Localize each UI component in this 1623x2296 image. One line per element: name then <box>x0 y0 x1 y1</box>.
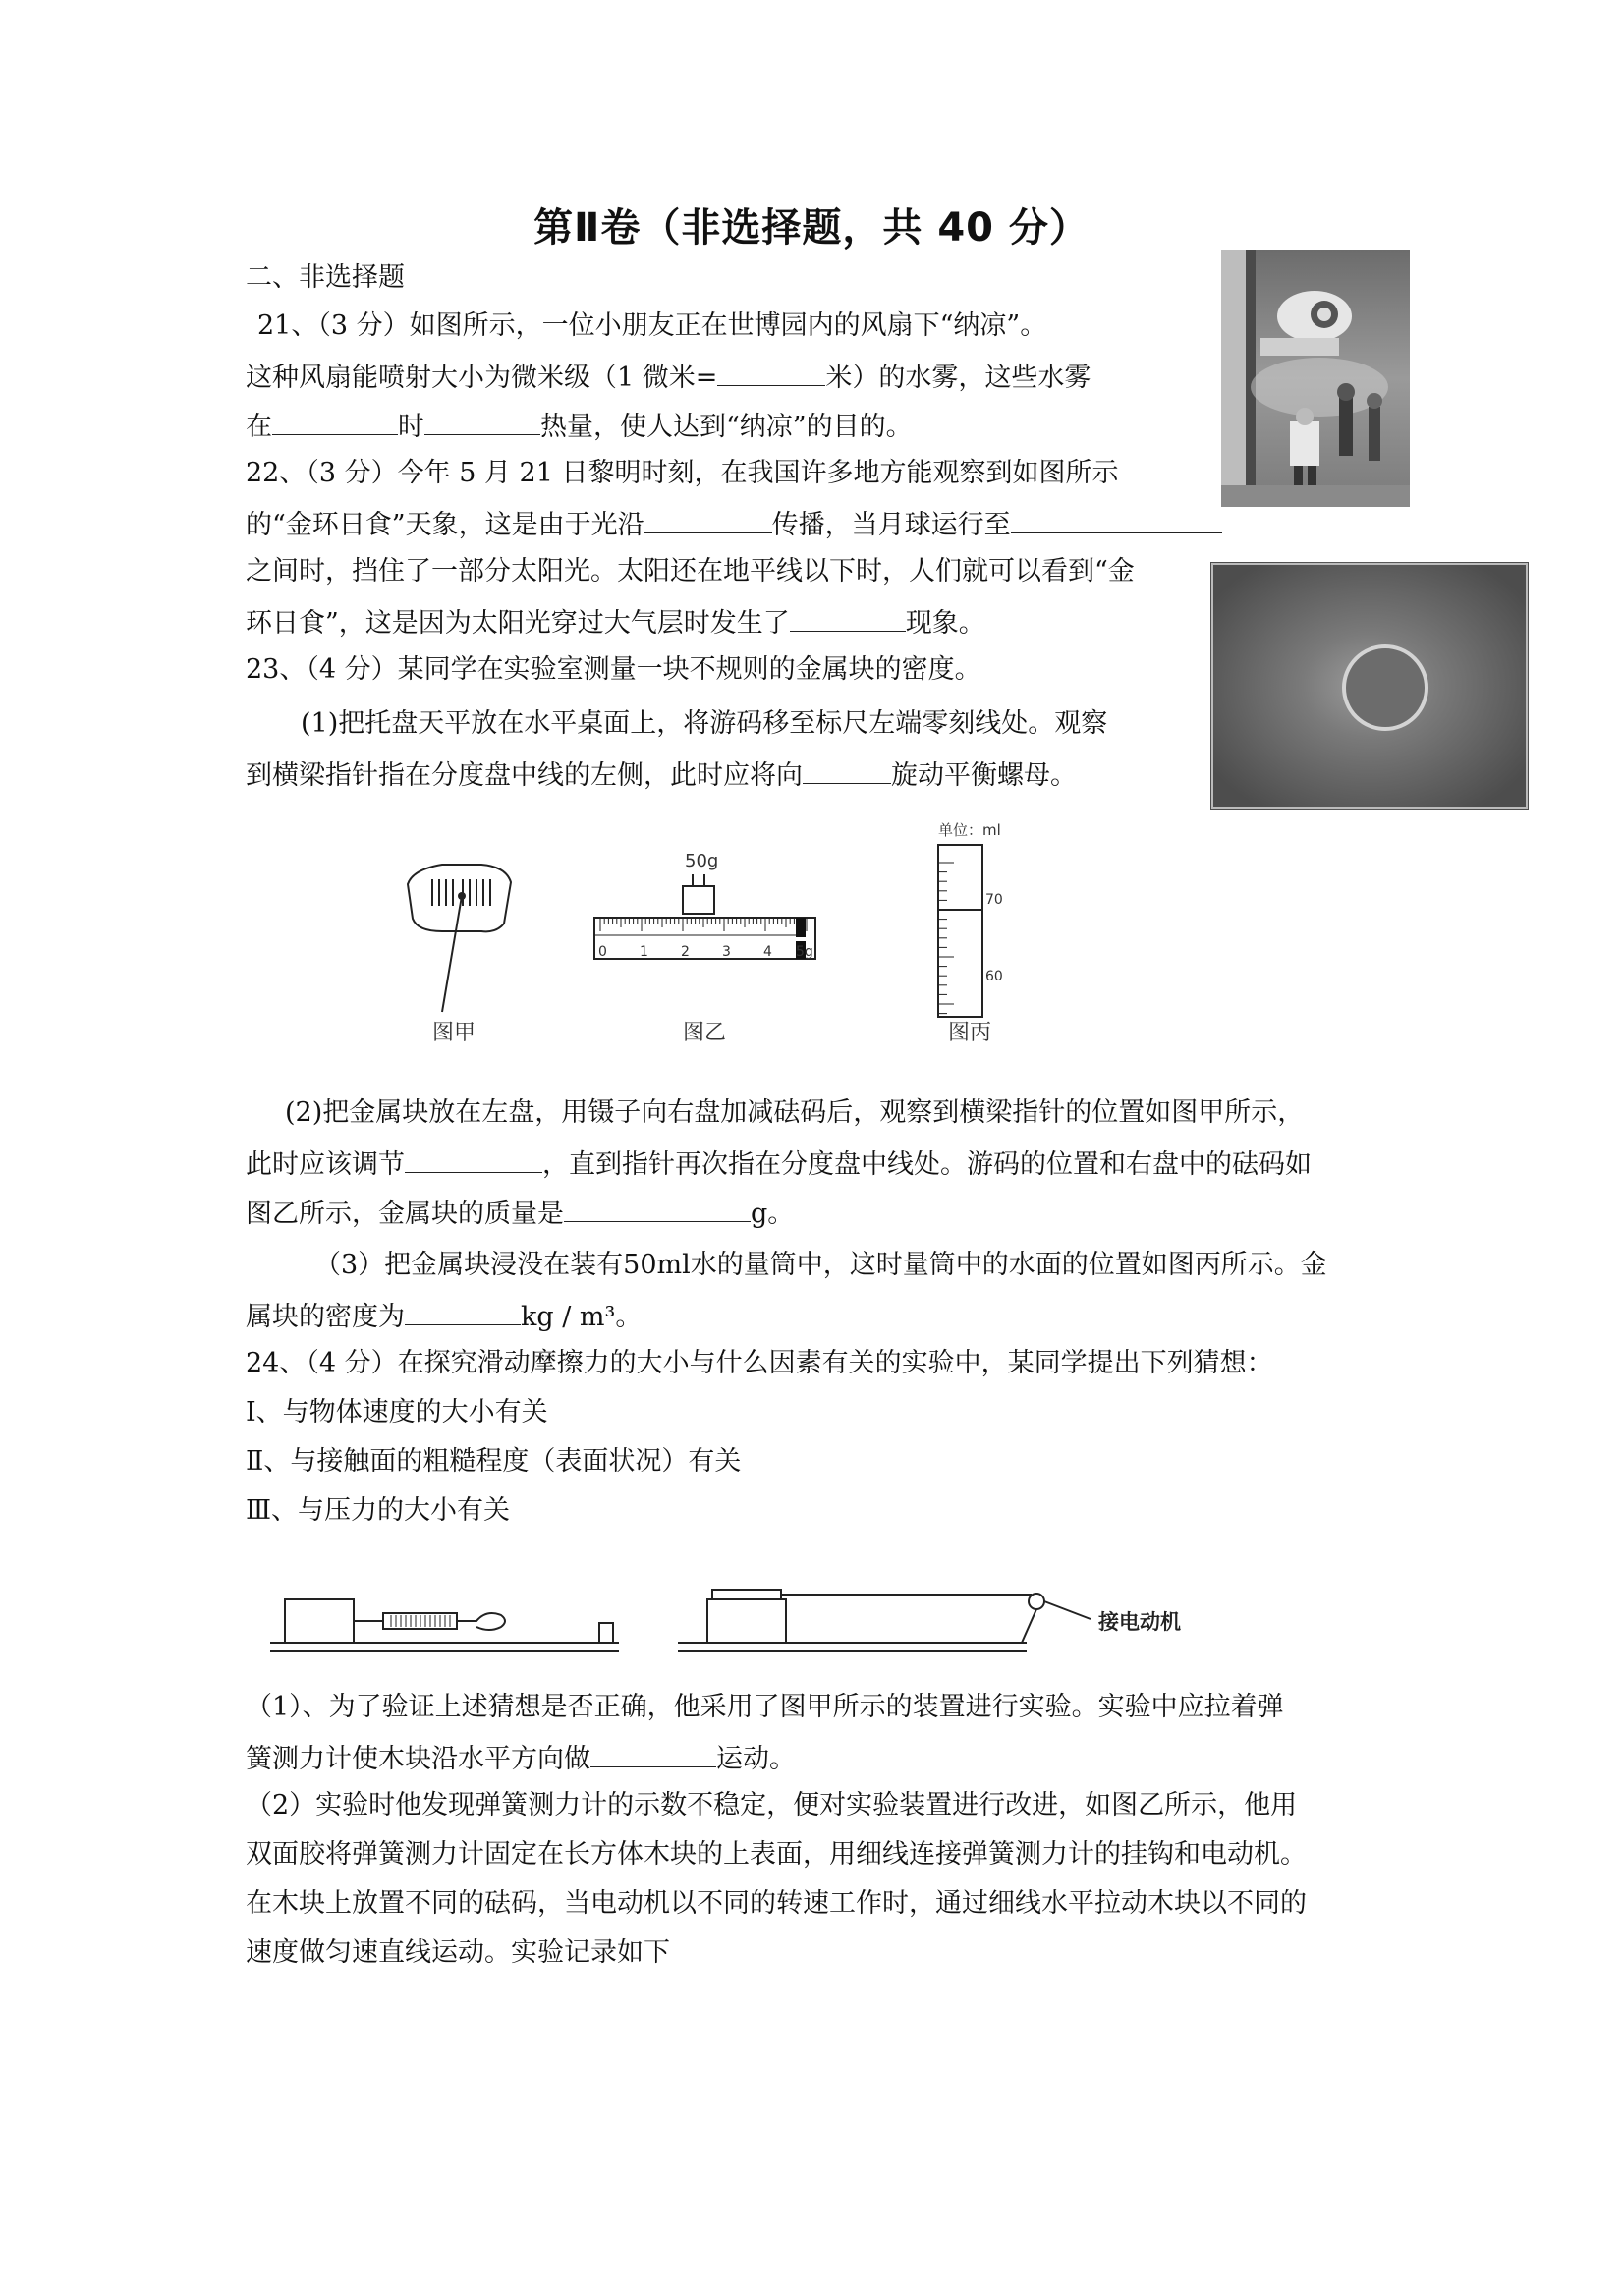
q22-line2: 的“金环日食”天象，这是由于光沿 传播，当月球运行至 <box>246 503 1222 545</box>
answer-blank[interactable] <box>803 754 891 784</box>
fig-yi-caption: 图乙 <box>683 1021 727 1041</box>
answer-blank[interactable] <box>644 503 772 533</box>
answer-blank[interactable] <box>717 356 825 386</box>
q24-part2-line1: （2）实验时他发现弹簧测力计的示数不稳定，便对实验装置进行改进，如图乙所示，他用 <box>246 1790 1298 1820</box>
section-heading: 二、非选择题 <box>246 262 405 293</box>
ruler-tick-4: 4 <box>763 944 772 960</box>
q21-line1: 21、（3 分）如图所示，一位小朋友正在世博园内的风扇下“纳凉”。 <box>257 310 1047 341</box>
section-title: 第Ⅱ卷（非选择题，共 40 分） <box>533 205 1090 251</box>
motor-label: 接电动机 <box>1098 1610 1181 1634</box>
balance-figures <box>388 815 1056 1041</box>
q24-part2-line3: 在木块上放置不同的砝码，当电动机以不同的转速工作时，通过细线水平拉动木块以不同的 <box>246 1888 1307 1919</box>
q23-line1: 23、（4 分）某同学在实验室测量一块不规则的金属块的密度。 <box>246 654 981 685</box>
q23-part2-line1: (2)把金属块放在左盘，用镊子向右盘加减砝码后，观察到横梁指针的位置如图甲所示， <box>285 1097 1305 1128</box>
q23-part2-line2: 此时应该调节 ，直到指针再次指在分度盘中线处。游码的位置和右盘中的砝码如 <box>246 1143 1312 1185</box>
answer-blank[interactable] <box>272 405 398 435</box>
graduated-cylinder-figure <box>938 821 1003 1017</box>
q23-part3-line2: 属块的密度为 kg / m³。 <box>246 1295 642 1337</box>
answer-blank[interactable] <box>790 601 906 632</box>
answer-blank[interactable] <box>405 1295 521 1325</box>
q23-part1-line1: (1)把托盘天平放在水平桌面上，将游码移至标尺左端零刻线处。观察 <box>301 708 1108 739</box>
q22-line3: 之间时，挡住了一部分太阳光。太阳还在地平线以下时，人们就可以看到“金 <box>246 556 1135 587</box>
weight-label: 50g <box>685 851 719 871</box>
q23-part1-line2: 到横梁指针指在分度盘中线的左侧，此时应将向 旋动平衡螺母。 <box>246 754 1077 796</box>
hand-pull-apparatus <box>270 1599 619 1651</box>
q24-guess2: Ⅱ、与接触面的粗糙程度（表面状况）有关 <box>246 1446 742 1477</box>
q21-line2: 这种风扇能喷射大小为微米级（1 微米= 米）的水雾，这些水雾 <box>246 356 1091 398</box>
cylinder-unit-label: 单位：ml <box>938 821 1001 839</box>
cylinder-60-label: 60 <box>985 969 1003 984</box>
answer-blank[interactable] <box>590 1737 716 1767</box>
q24-part1-line2: 簧测力计使木块沿水平方向做 运动。 <box>246 1737 796 1779</box>
spring-scale-ticks <box>391 1615 450 1627</box>
q24-guess1: Ⅰ、与物体速度的大小有关 <box>246 1397 548 1428</box>
cylinder-ticks <box>938 863 954 1014</box>
q24-part1-line1: （1）、为了验证上述猜想是否正确，他采用了图甲所示的装置进行实验。实验中应拉着弹 <box>246 1692 1284 1722</box>
motor-pull-apparatus <box>678 1590 1181 1651</box>
q23-part3-line1: （3）把金属块浸没在装有50ml水的量筒中，这时量筒中的水面的位置如图丙所示。金 <box>314 1250 1327 1280</box>
q21-line3: 在 时 热量，使人达到“纳凉”的目的。 <box>246 405 913 447</box>
q23-part2-line3: 图乙所示，金属块的质量是 g。 <box>246 1192 794 1234</box>
q22-line4: 环日食”，这是因为太阳光穿过大气层时发生了 现象。 <box>246 601 985 644</box>
ruler-tick-1: 1 <box>640 944 648 960</box>
answer-blank[interactable] <box>405 1143 542 1173</box>
ruler-tick-2: 2 <box>681 944 690 960</box>
q22-line1: 22、（3 分）今年 5 月 21 日黎明时刻，在我国许多地方能观察到如图所示 <box>246 458 1119 488</box>
annular-eclipse-photo <box>1210 562 1529 810</box>
fan-photo <box>1221 250 1410 507</box>
answer-blank[interactable] <box>564 1192 751 1222</box>
q24-guess3: Ⅲ、与压力的大小有关 <box>246 1495 511 1526</box>
weight-and-rider-figure <box>594 851 815 960</box>
q24-part2-line4: 速度做匀速直线运动。实验记录如下 <box>246 1937 670 1968</box>
balance-dial-figure <box>408 865 511 1012</box>
q24-line1: 24、（4 分）在探究滑动摩擦力的大小与什么因素有关的实验中，某同学提出下列猜想： <box>246 1348 1273 1378</box>
fig-bing-caption: 图丙 <box>948 1021 992 1041</box>
friction-apparatus-figures <box>265 1572 1248 1660</box>
q24-part2-line2: 双面胶将弹簧测力计固定在长方体木块的上表面，用细线连接弹簧测力计的挂钩和电动机。 <box>246 1839 1307 1870</box>
ruler-tick-5: 5g <box>796 944 813 960</box>
ruler-tick-0: 0 <box>598 944 607 960</box>
fig-jia-caption: 图甲 <box>432 1021 476 1041</box>
answer-blank[interactable] <box>1011 503 1222 533</box>
answer-blank[interactable] <box>424 405 540 435</box>
ruler-ticks <box>600 918 807 931</box>
cylinder-70-label: 70 <box>985 892 1003 908</box>
ruler-tick-3: 3 <box>722 944 731 960</box>
